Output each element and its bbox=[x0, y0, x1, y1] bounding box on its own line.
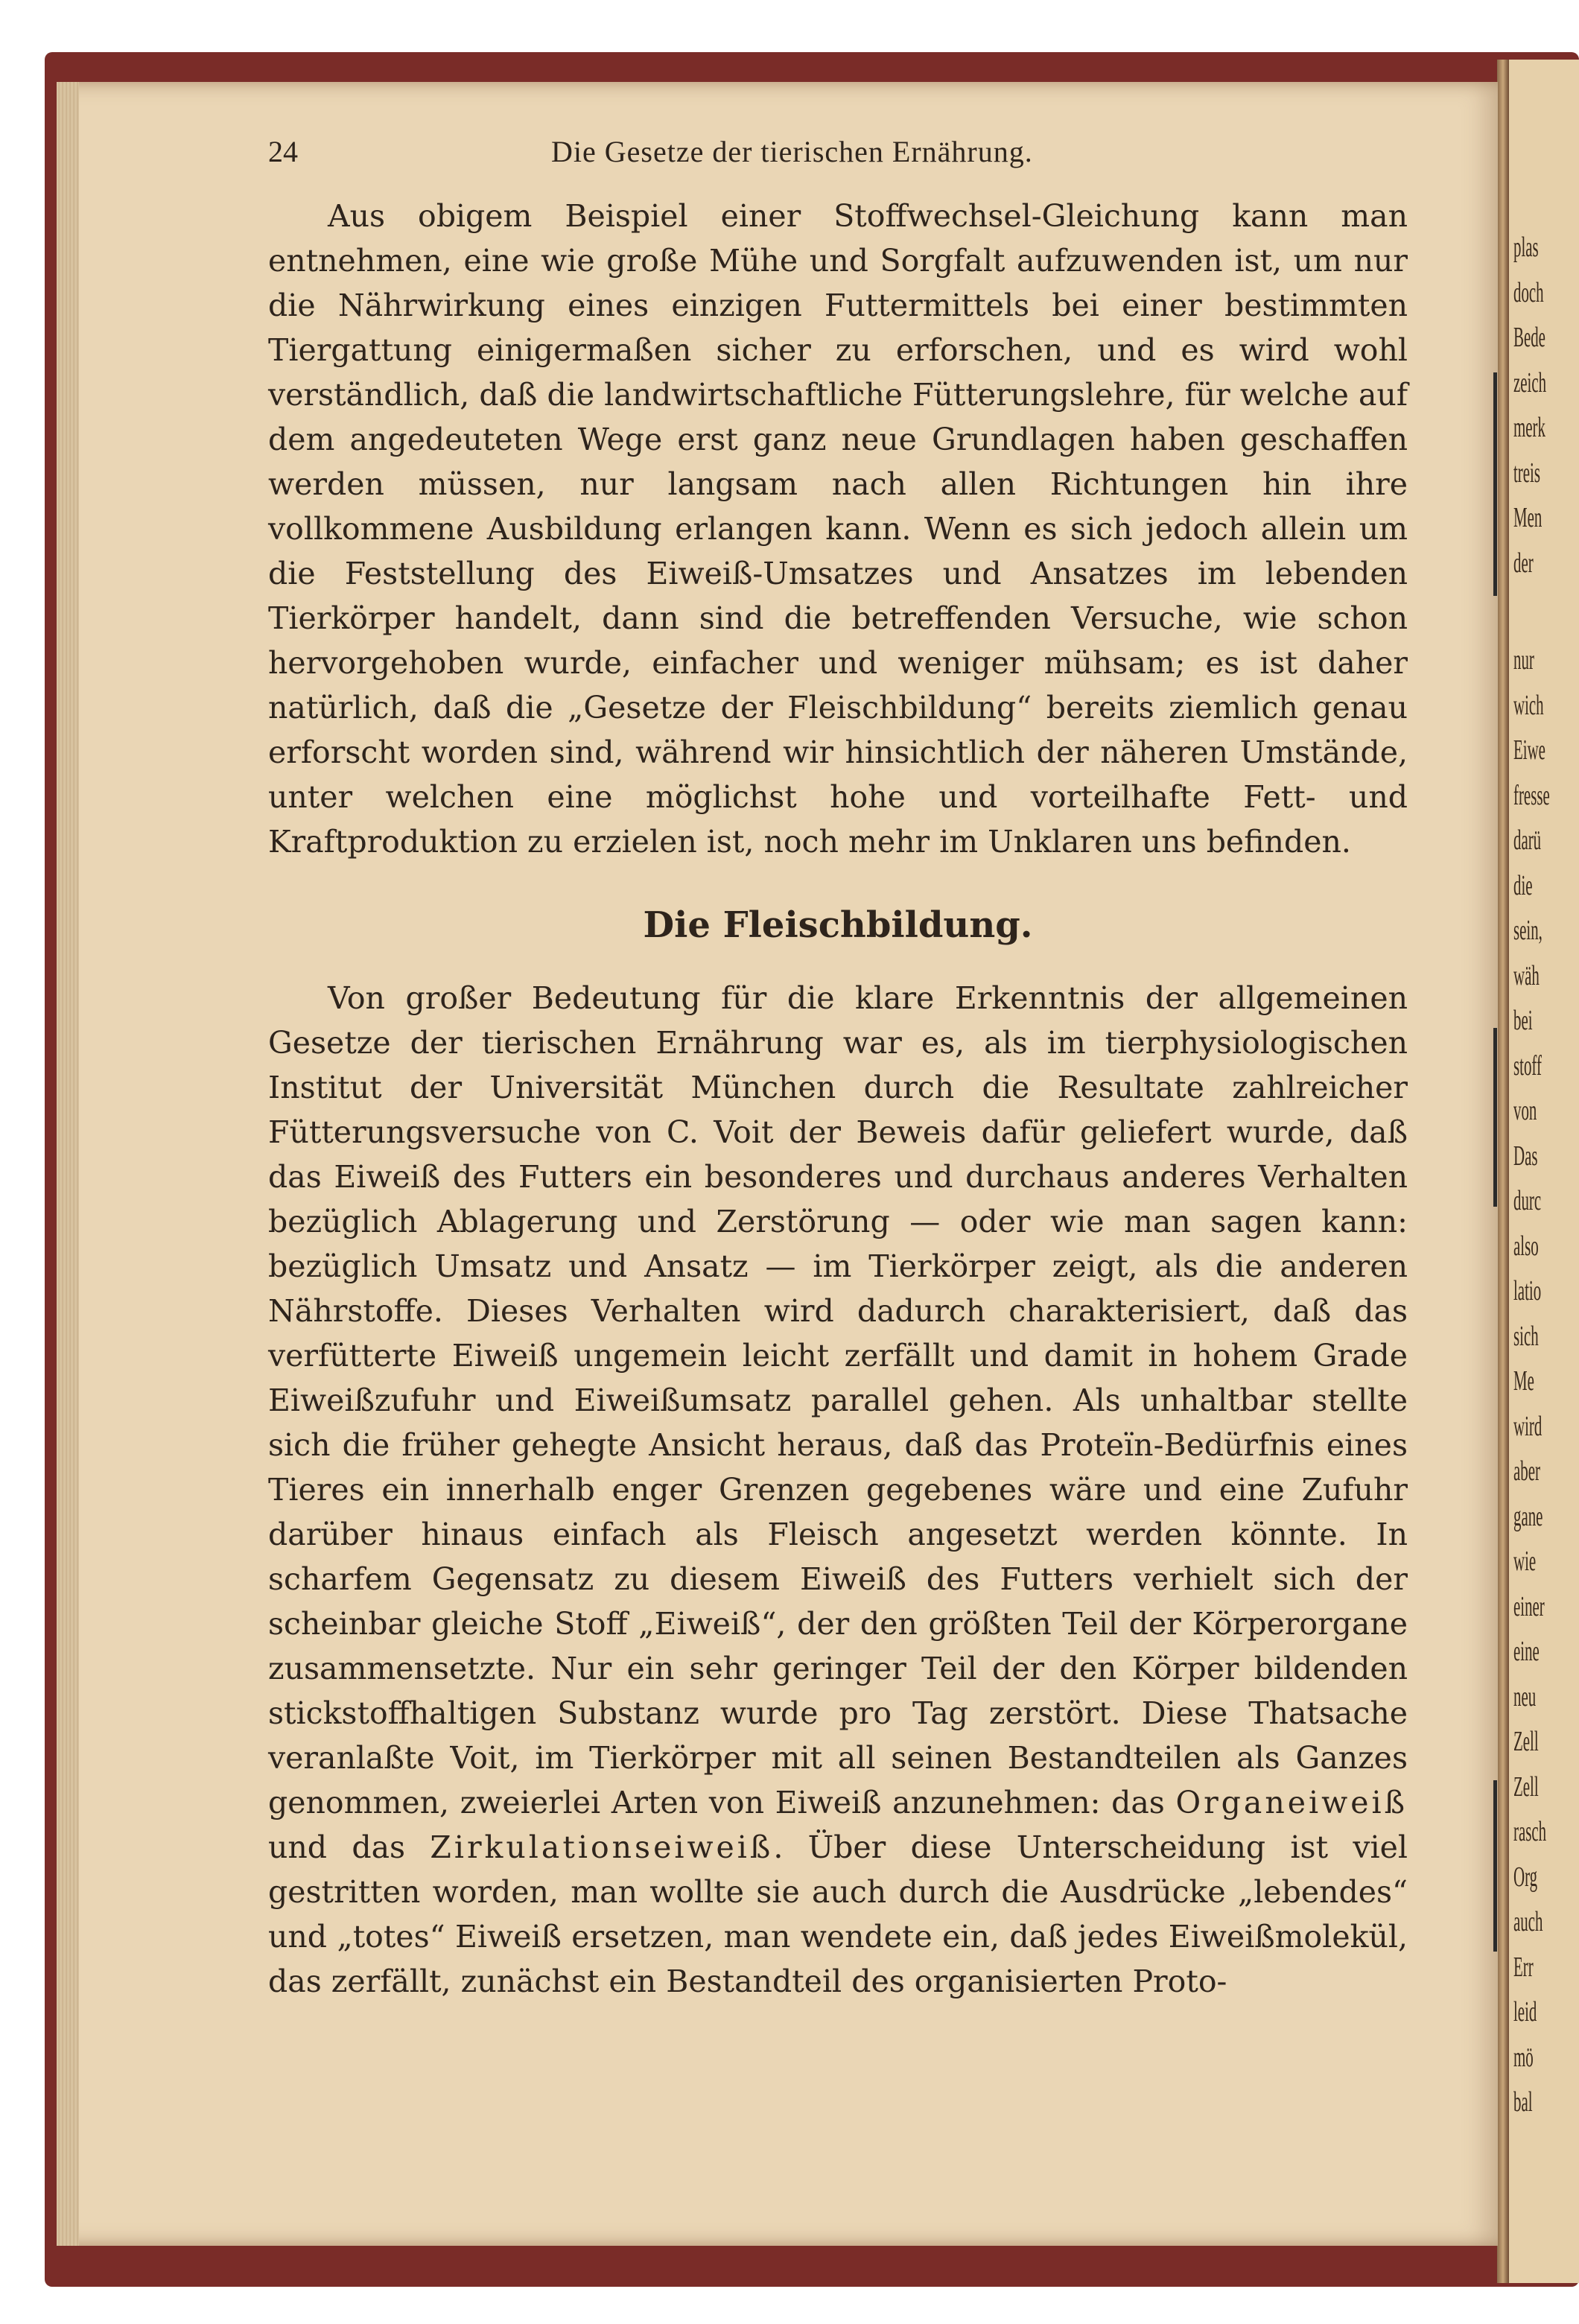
adjacent-page-word: mö bbox=[1513, 2041, 1534, 2073]
adjacent-page-word: treis bbox=[1513, 457, 1540, 489]
adjacent-page-word: Err bbox=[1513, 1951, 1534, 1983]
adjacent-page-word: durc bbox=[1513, 1185, 1542, 1216]
page-text bbox=[268, 134, 1408, 2004]
adjacent-page-word: doch bbox=[1513, 276, 1544, 308]
paragraph-intro bbox=[268, 194, 1408, 864]
adjacent-page-word: die bbox=[1513, 869, 1533, 901]
adjacent-page bbox=[1509, 60, 1579, 2283]
adjacent-page-word: Das bbox=[1513, 1140, 1538, 1172]
adjacent-page-word: Me bbox=[1513, 1365, 1534, 1397]
page-header bbox=[268, 134, 1408, 194]
page-edges bbox=[57, 82, 79, 2246]
adjacent-page-word: Men bbox=[1513, 502, 1543, 533]
adjacent-page-word: der bbox=[1513, 547, 1534, 579]
book-gutter bbox=[1497, 60, 1509, 2283]
term-organeiweiss: Organeiweiß bbox=[1175, 1785, 1408, 1820]
adjacent-page-word: bei bbox=[1513, 1005, 1533, 1036]
adjacent-page-word: einer bbox=[1513, 1590, 1545, 1622]
adjacent-page-word: von bbox=[1513, 1095, 1537, 1126]
adjacent-page-word: neu bbox=[1513, 1680, 1537, 1712]
adjacent-page-word: eine bbox=[1513, 1636, 1540, 1667]
adjacent-page-word: plas bbox=[1513, 232, 1539, 263]
adjacent-page-word: Zell bbox=[1513, 1726, 1539, 1757]
adjacent-page-word: zeich bbox=[1513, 366, 1547, 399]
adjacent-page-word: gane bbox=[1513, 1500, 1543, 1532]
adjacent-page-word: rasch bbox=[1513, 1816, 1547, 1847]
adjacent-page-word: Bede bbox=[1513, 322, 1545, 353]
paragraph-connector: und das bbox=[268, 1829, 431, 1865]
section-heading: Die Fleischbildung. bbox=[643, 904, 1033, 946]
adjacent-page-word: wäh bbox=[1513, 959, 1540, 991]
paragraph-text: Aus obigem Beispiel einer Stoffwechsel-Gleichung kann man entnehmen, eine wie große Mühe und Sorgfalt aufzuwenden ist, um nur die Nährwirkung eines einzigen Futtermittels bei einer bestimmten Tiergattung einigermaßen sicher zu erforschen, und es wird wohl verständlich, daß die landwirtschaftliche Fütterungslehre, für welche auf dem angedeuteten Wege erst ganz neue Grundlagen haben geschaffen werden müssen, nur langsam nach allen Richtungen hin ihre vollkommene Ausbildung erlangen kann. Wenn es sich jedoch allein um die Feststellung des Eiweiß-Umsatzes und Ansatzes im lebenden Tierkörper handelt, dann sind die betreffenden Versuche, wie schon hervorgehoben wurde, einfacher und weniger mühsam; es ist daher natürlich, daß die „Gesetze der Fleischbildung“ bereits ziemlich genau erforscht worden sind, während wir hinsichtlich der näheren Umstände, unter welchen eine möglichst hohe und vorteilhafte Fett- und Kraftproduktion zu erzielen ist, noch mehr im Unklaren uns befinden. bbox=[268, 198, 1408, 860]
adjacent-page-word: sich bbox=[1513, 1320, 1539, 1352]
adjacent-page-word: Zell bbox=[1513, 1771, 1539, 1803]
adjacent-page-word: wird bbox=[1513, 1410, 1543, 1442]
adjacent-page-word: sein, bbox=[1513, 915, 1543, 946]
running-head: Die Gesetze der tierischen Ernährung. bbox=[551, 135, 1033, 168]
margin-rule bbox=[1493, 372, 1497, 596]
paragraph-fleischbildung bbox=[268, 976, 1408, 2004]
term-zirkulationseiweiss: Zirkulationseiweiß bbox=[430, 1829, 774, 1865]
adjacent-page-word: Eiwe bbox=[1513, 734, 1545, 766]
margin-rule bbox=[1493, 1780, 1497, 1952]
adjacent-page-word: latio bbox=[1513, 1275, 1542, 1307]
adjacent-page-word: wich bbox=[1513, 689, 1544, 721]
adjacent-page-word: bal bbox=[1513, 2086, 1533, 2118]
page-number: 24 bbox=[268, 135, 298, 168]
adjacent-page-word: merk bbox=[1513, 412, 1545, 443]
adjacent-page-word: also bbox=[1513, 1230, 1539, 1262]
adjacent-page-word: wie bbox=[1513, 1546, 1537, 1577]
adjacent-page-word: darü bbox=[1513, 825, 1542, 856]
adjacent-page-word: aber bbox=[1513, 1455, 1540, 1487]
paragraph-text-part2: . Über diese Unterscheidung ist viel gestritten worden, man wollte sie auch durch die Ausdrücke „lebendes“ und „totes“ Eiweiß ersetzen, man wendete ein, daß jedes Eiweißmolekül, das zerfällt, zunächst ein Bestandteil des organisierten Proto- bbox=[268, 1829, 1408, 1999]
adjacent-page-word: nur bbox=[1513, 644, 1534, 676]
paragraph-text bbox=[268, 976, 1408, 2004]
adjacent-page-word: stoff bbox=[1513, 1050, 1542, 1082]
adjacent-page-word: fresse bbox=[1513, 779, 1550, 811]
adjacent-page-word: leid bbox=[1513, 1996, 1537, 2028]
paragraph-text-part1: Von großer Bedeutung für die klare Erkenntnis der allgemeinen Gesetze der tierischen Ernährung war es, als im tierphysiologischen Institut der Universität München durch die Resultate zahlreicher Fütterungsversuche von C. Voit der Beweis dafür geliefert wurde, daß das Eiweiß des Futters ein besonderes und durchaus anderes Verhalten bezüglich Ablagerung und Zerstörung — oder wie man sagen kann: bezüglich Umsatz und Ansatz — im Tierkörper zeigt, als die anderen Nährstoffe. Dieses Verhalten wird dadurch charakterisiert, daß das verfütterte Eiweiß ungemein leicht zerfällt und damit in hohem Grade Eiweißzufuhr und Eiweißumsatz parallel gehen. Als unhaltbar stellte sich die früher gehegte Ansicht heraus, daß das Proteïn-Bedürfnis eines Tieres ein innerhalb enger Grenzen gegebenes wäre und eine Zufuhr darüber hinaus einfach als Fleisch angesetzt werden könnte. In scharfem Gegensatz zu diesem Eiweiß des Futters verhielt sich der scheinbar gleiche Stoff „Eiweiß“, der den größten Teil der Körperorgane zusammensetzte. Nur ein sehr geringer Teil der den Körper bildenden stickstoffhaltigen Substanz wurde pro Tag zerstört. Diese Thatsache veranlaßte Voit, im Tierkörper mit all seinen Bestandteilen als Ganzes genommen, zweierlei Arten von Eiweiß anzunehmen: das bbox=[268, 980, 1408, 1820]
adjacent-page-word: auch bbox=[1513, 1906, 1543, 1937]
margin-rule bbox=[1493, 1028, 1497, 1207]
adjacent-page-word: Org bbox=[1513, 1861, 1538, 1893]
